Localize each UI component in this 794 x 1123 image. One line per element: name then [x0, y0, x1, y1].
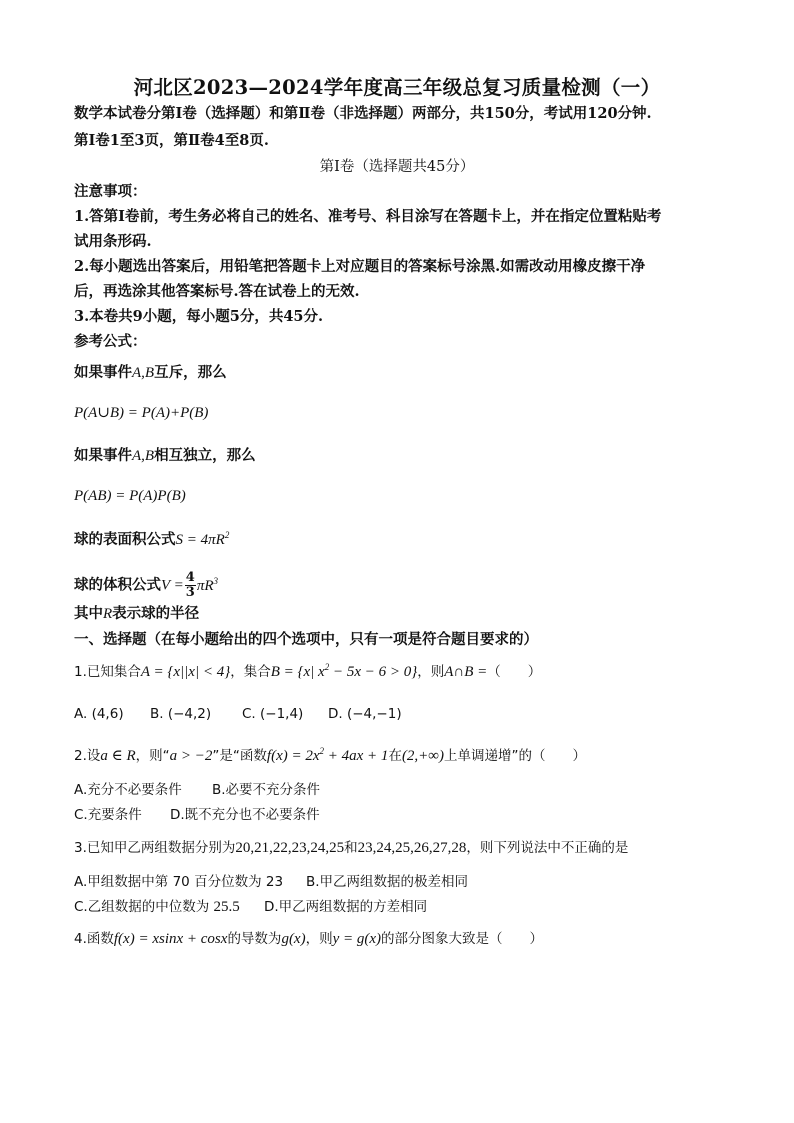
notice-item-2b: 后，再选涂其他答案标号.答在试卷上的无效. [74, 283, 360, 300]
notice-heading: 注意事项： [74, 183, 147, 200]
mutex-formula: P(A∪B) = P(A)+P(B) [74, 405, 209, 421]
question-1-stem: 1.已知集合A = {x||x| < 4}，集合B = {x| $x^2 - 5x - 6 > 0$}，则A∩B =（ ） [74, 662, 542, 680]
part1-heading: 一、选择题（在每小题给出的四个选项中，只有一项是符合题目要求的） [74, 631, 538, 648]
mutex-vars: A,B [132, 365, 155, 381]
q1-option-b: B. (−4,2) [150, 706, 212, 722]
q1-option-c: C. (−1,4) [242, 706, 304, 722]
intro-line-2: 第Ⅰ卷1至3页，第Ⅱ卷4至8页. [74, 132, 269, 149]
section-title: 第Ⅰ卷（选择题共45分） [319, 159, 475, 175]
notice-item-1a: 1.答第Ⅰ卷前，考生务必将自己的姓名、准考号、科目涂写在答题卡上，并在指定位置粘贴考 [74, 208, 662, 225]
notice-item-2a: 2.每小题选出答案后，用铅笔把答题卡上对应题目的答案标号涂黑.如需改动用橡皮擦干净 [74, 258, 646, 275]
question-2-stem: 2.设a ∈ R，则“a > −2”是“函数$f(x) = 2x^2 + 4ax + 1$在(2,+∞)上单调递增”的（ ） [74, 746, 586, 764]
exam-title: 河北区2023—2024学年度高三年级总复习质量检测（一） [133, 76, 661, 99]
radius-note: 其中R表示球的半径 [74, 605, 200, 622]
q2-option-a: A.充分不必要条件 [74, 782, 182, 798]
question-3-stem: 3.已知甲乙两组数据分别为20,21,22,23,24,25和23,24,25,26,27,28，则下列说法中不正确的是 [74, 840, 629, 856]
indep-formula: P(AB) = P(A)P(B) [74, 488, 186, 504]
q2-option-b: B.必要不充分条件 [212, 782, 321, 798]
question-4-stem: 4.函数f(x) = xsinx + cosx的导数为g(x)，则y = g(x)的部分图象大致是（ ） [74, 931, 544, 947]
formulas-heading: 参考公式： [74, 333, 147, 350]
volume-formula: 球的体积公式V = $\frac{4}{3}$ $\pi R^3$ [74, 570, 218, 600]
q1-option-d: D. (−4,−1) [328, 706, 402, 722]
indep-vars: A,B [132, 448, 155, 464]
q3-option-c: C.乙组数据的中位数为 25.5 [74, 899, 240, 915]
q3-option-a: A.甲组数据中第 70 百分位数为 23 [74, 874, 284, 890]
q2-option-d: D.既不充分也不必要条件 [170, 807, 320, 823]
intro-line-1: 数学本试卷分第Ⅰ卷（选择题）和第Ⅱ卷（非选择题）两部分，共150分，考试用120分钟. [74, 105, 652, 122]
surface-area-formula: 球的表面积公式$S = 4\pi R^2$ [74, 530, 230, 548]
q2-option-c: C.充要条件 [74, 807, 142, 823]
indep-statement: 如果事件A,B相互独立，那么 [74, 447, 256, 464]
q1-option-a: A. (4,6) [74, 706, 124, 722]
q3-option-b: B.甲乙两组数据的极差相同 [306, 874, 469, 890]
mutex-statement: 如果事件A,B互斥，那么 [74, 364, 227, 381]
notice-item-1b: 试用条形码. [74, 233, 152, 250]
notice-item-3: 3.本卷共9小题，每小题5分，共45分. [74, 308, 324, 325]
q3-option-d: D.甲乙两组数据的方差相同 [264, 899, 428, 915]
